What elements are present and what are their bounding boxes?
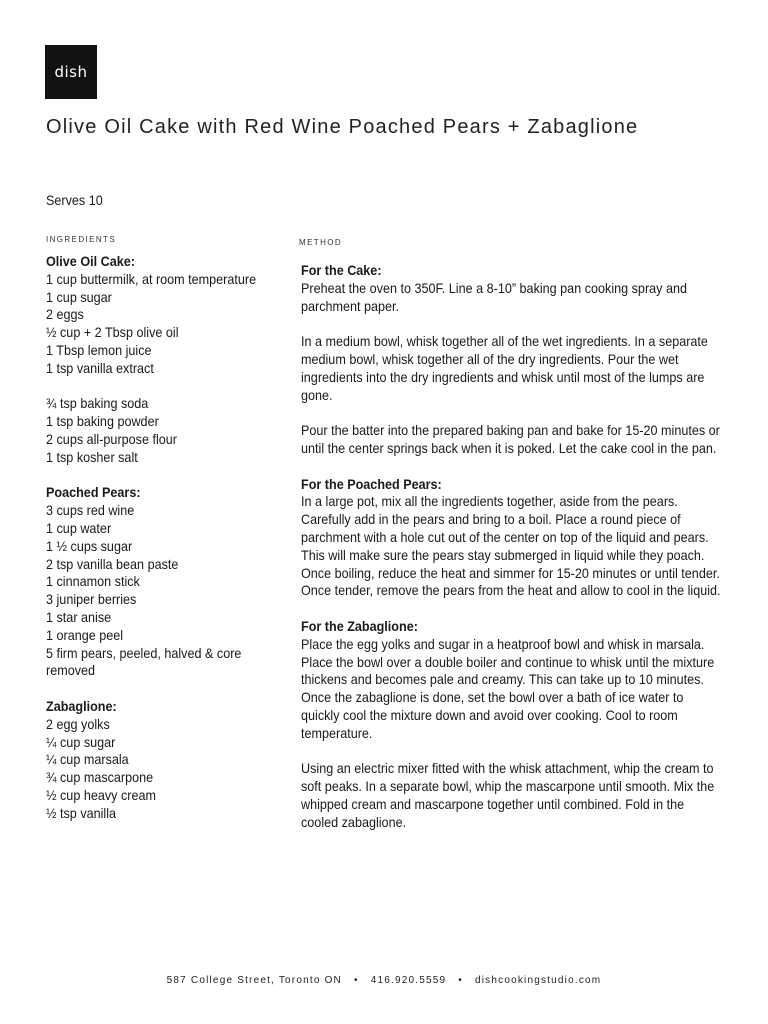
method-text: In a large pot, mix all the ingredients together, aside from the pears. Carefully add in the pears and bring to a boil. Place a round piece of parchment with a hole cut out of the center on top of the liquid and pears. This will make sure the pears stay submerged in liquid while they poach. Once boiling, reduce the heat and simmer for 15-20 minutes or until tender. Once tender, remove the pears from the heat and allow to cool in the liquid. [301,493,721,599]
method-cake-step-3: Pour the batter into the prepared baking pan and bake for 15-20 minutes or until the center springs back when it is poked. Let the cake cool in the pan. [301,422,720,456]
method-text: Place the egg yolks and sugar in a heatproof bowl and whisk in marsala. Place the bowl over a double boiler and continue to whisk until the mixture thickens and becomes pale and creamy. This can take up to 10 minutes. Once the zabaglione is done, set the bowl over a bath of ice water to quickly cool the mixture down and avoid over cooking. Cool to room temperature. [301,635,715,741]
ingredients-label: INGREDIENTS [46,235,117,244]
ingredients-pears [46,484,262,680]
footer-address: 587 College Street, Toronto ON [166,975,342,986]
ingredient-item: 5 firm pears, peeled, halved & core removed [46,644,242,679]
method-cake-step-2: In a medium bowl, whisk together all of the wet ingredients. In a separate medium bowl, whisk together all of the dry ingredients. Pour the wet ingredients into the dry ingredients and whisk until most of the lumps are gone. [301,333,708,403]
ingredient-item: 1 cup buttermilk, at room temperature [46,270,257,287]
ingredient-item: 1 tsp vanilla extract [46,359,154,376]
footer-phone: 416.920.5559 [370,975,447,986]
serves-text: Serves 10 [46,192,103,208]
ingredient-item: 3 juniper berries [46,591,137,608]
ingredient-item: 1 tsp baking powder [46,413,159,430]
footer-website: dishcookingstudio.com [474,975,602,986]
ingredient-item: 2 tsp vanilla bean paste [46,555,179,572]
method-zabaglione-step-2: Using an electric mixer fitted with the whisk attachment, whip the cream to soft peaks. In a separate bowl, whip the mascarpone until smooth. Mix the whipped cream and mascarpone together until combined. Fold in the cooled zabaglione. [301,760,715,830]
footer-separator: • [353,975,359,986]
logo-text: dish [54,63,88,81]
method-heading: For the Poached Pears: [301,475,442,492]
ingredient-item: 2 egg yolks [46,715,110,732]
method-column [301,262,724,849]
ingredients-cake-dry [46,395,262,466]
ingredient-item: 1 Tbsp lemon juice [46,341,152,358]
dish-logo [45,45,97,99]
recipe-title: Olive Oil Cake with Red Wine Poached Pears + Zabaglione [46,116,639,138]
ingredients-cake-wet [46,253,262,378]
ingredient-item: 1 cup water [46,519,112,536]
ingredient-item: ¾ tsp baking soda [46,395,149,412]
ingredient-item: ¾ cup mascarpone [46,769,154,786]
ingredient-item: 2 eggs [46,306,84,323]
ingredients-heading: Olive Oil Cake: [46,253,135,269]
ingredient-item: 1 cup sugar [46,288,112,305]
ingredients-zabaglione [46,698,262,823]
ingredients-heading: Zabaglione: [46,697,117,714]
ingredient-item: 1 cinnamon stick [46,573,140,590]
footer-separator: • [458,975,463,986]
ingredients-column [46,253,262,840]
ingredient-item: ½ tsp vanilla [46,804,117,821]
ingredient-item: 2 cups all-purpose flour [46,430,177,447]
ingredient-item: 1 star anise [46,608,112,625]
ingredients-heading: Poached Pears: [46,484,141,501]
ingredient-item: ½ cup + 2 Tbsp olive oil [46,324,179,341]
page-footer [0,975,768,986]
ingredient-item: ½ cup heavy cream [46,786,156,803]
method-heading: For the Zabaglione: [301,617,418,634]
method-cake-step-1 [301,262,724,315]
ingredient-item: 1 tsp kosher salt [46,448,138,465]
ingredient-item: 1 orange peel [46,626,124,643]
ingredient-item: 1 ½ cups sugar [46,537,133,554]
ingredient-item: ¼ cup marsala [46,751,129,768]
ingredient-item: ¼ cup sugar [46,733,116,750]
method-pears-step-1 [301,476,724,601]
ingredient-item: 3 cups red wine [46,502,135,519]
method-text: Preheat the oven to 350F. Line a 8-10” baking pan cooking spray and parchment paper. [301,279,687,314]
method-zabaglione-step-1 [301,618,724,743]
method-label: METHOD [299,238,343,247]
method-heading: For the Cake: [301,262,382,278]
